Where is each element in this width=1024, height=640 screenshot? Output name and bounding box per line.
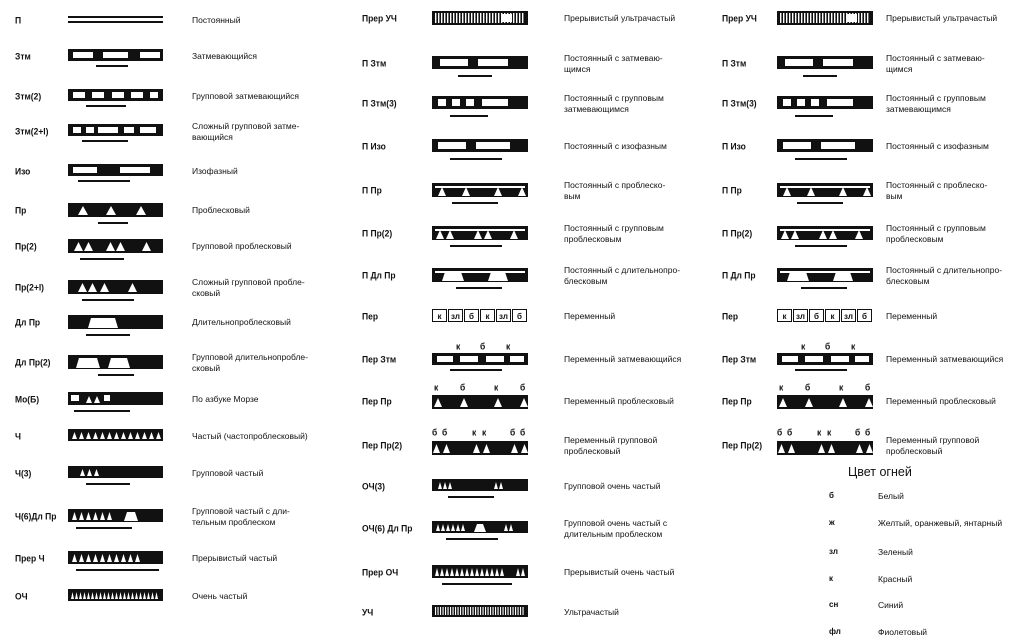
light-description: Прерывистый частый: [192, 553, 278, 563]
light-description: Постоянный: [192, 15, 241, 25]
light-description: Переменный затмевающийся: [886, 354, 1004, 364]
light-color-letter: к: [434, 381, 439, 393]
light-description: Постоянный с затмеваю- щимся: [886, 53, 985, 74]
light-pattern-symbol: [432, 479, 528, 501]
light-pattern-symbol: [68, 280, 163, 302]
light-pattern-symbol: [68, 239, 163, 261]
light-description: Переменный групповой проблесковый: [886, 435, 980, 456]
light-description: Сложный групповой пробле- сковый: [192, 277, 305, 298]
light-description: Постоянный с групповым проблесковым: [886, 223, 986, 244]
light-code: П Зтм(3): [722, 97, 757, 109]
light-pattern-symbol: [432, 565, 528, 587]
light-description: Очень частый: [192, 591, 248, 601]
light-description: Переменный: [564, 311, 616, 321]
light-pattern-symbol: [68, 13, 163, 35]
light-color-cell: зл: [448, 309, 463, 322]
light-description: Длительнопроблесковый: [192, 317, 291, 327]
light-code: П Изо: [362, 140, 386, 152]
light-color-letter: к: [779, 381, 784, 393]
light-color-letter: к: [456, 340, 461, 352]
light-pattern-symbol: [432, 226, 528, 248]
light-code: Ч: [15, 430, 21, 442]
light-code: П Дл Пр: [722, 269, 756, 281]
light-code: Дл Пр(2): [15, 356, 51, 368]
light-code: П Дл Пр: [362, 269, 396, 281]
light-code: Зтм(2+l): [15, 125, 49, 137]
light-description: Постоянный с проблеско- вым: [886, 180, 988, 201]
light-description: Затмевающийся: [192, 51, 258, 61]
light-code: Мо(Б): [15, 393, 40, 405]
light-color-cell: б: [809, 309, 824, 322]
light-pattern-symbol: [432, 183, 528, 205]
light-color-cell: к: [825, 309, 840, 322]
light-code: П Пр(2): [722, 227, 753, 239]
light-description: Постоянный с проблеско- вым: [564, 180, 666, 201]
light-description: Частый (частопроблесковый): [192, 431, 308, 441]
light-color-letter: б: [460, 381, 466, 393]
light-pattern-symbol: [68, 164, 163, 186]
light-code: П Пр(2): [362, 227, 393, 239]
light-code: ОЧ(6) Дл Пр: [362, 522, 413, 534]
light-color-letter: к: [472, 426, 477, 438]
light-color-letter: к: [494, 381, 499, 393]
light-description: Изофазный: [192, 166, 238, 176]
light-description: Переменный групповой проблесковый: [564, 435, 658, 456]
light-color-letter: к: [827, 426, 832, 438]
light-color-letter: б: [520, 426, 526, 438]
light-pattern-symbol: [432, 139, 528, 161]
color-name: Красный: [878, 574, 913, 584]
light-code: П Пр: [722, 184, 742, 196]
light-description: Прерывистый ультрачастый: [886, 13, 998, 23]
light-code: Пр(2+l): [15, 281, 45, 293]
light-pattern-symbol: [432, 441, 528, 457]
light-description: Постоянный с групповым проблесковым: [564, 223, 664, 244]
light-code: Пер: [362, 310, 379, 322]
light-code: Прер ОЧ: [362, 566, 399, 578]
light-color-letter: б: [510, 426, 516, 438]
light-description: Групповой частый с дли- тельным проблеском: [192, 506, 290, 527]
light-color-cell: зл: [793, 309, 808, 322]
color-name: Зеленый: [878, 547, 913, 557]
color-code: фл: [829, 627, 841, 636]
light-color-letter: б: [777, 426, 783, 438]
light-description: Групповой проблесковый: [192, 241, 292, 251]
light-description: Сложный групповой затме- вающийся: [192, 121, 300, 142]
light-code: П Зтм: [722, 57, 747, 69]
light-pattern-symbol: [777, 441, 873, 457]
light-pattern-symbol: [432, 395, 528, 411]
light-description: Ультрачастый: [564, 607, 619, 617]
light-description: Постоянный с длительнопро- блесковым: [564, 265, 681, 286]
light-code: Прер УЧ: [362, 12, 397, 24]
light-code: Прер Ч: [15, 552, 45, 564]
light-pattern-symbol: [777, 183, 873, 205]
light-pattern-symbol: [777, 268, 873, 290]
light-color-letter: б: [825, 340, 831, 352]
light-description: Групповой очень частый с длительным проблеском: [564, 518, 668, 539]
light-pattern-symbol: [68, 392, 163, 414]
light-description: Переменный: [886, 311, 938, 321]
light-pattern-symbol: [68, 355, 163, 377]
light-code: Пер Зтм: [722, 353, 757, 365]
light-pattern-symbol: [777, 96, 873, 118]
light-code: ОЧ: [15, 590, 28, 602]
light-description: Постоянный с затмеваю- щимся: [564, 53, 663, 74]
light-description: Постоянный с изофазным: [886, 141, 989, 151]
light-color-letter: б: [442, 426, 448, 438]
light-color-letter: б: [520, 381, 526, 393]
light-code: П Изо: [722, 140, 746, 152]
color-name: Белый: [878, 491, 904, 501]
light-code: Ч(6)Дл Пр: [15, 510, 57, 522]
color-name: Желтый, оранжевый, янтарный: [878, 518, 1003, 528]
light-pattern-symbol: [68, 589, 163, 611]
light-code: Дл Пр: [15, 316, 41, 328]
light-color-letter: к: [839, 381, 844, 393]
light-code: Пер Пр(2): [722, 439, 763, 451]
light-pattern-symbol: [68, 315, 163, 337]
light-pattern-symbol: [432, 521, 528, 543]
light-code: Изо: [15, 165, 31, 177]
light-pattern-symbol: [68, 49, 163, 71]
color-name: Синий: [878, 600, 904, 610]
light-description: Групповой затмевающийся: [192, 91, 299, 101]
light-pattern-symbol: [777, 11, 873, 33]
light-description: Постоянный с длительнопро- блесковым: [886, 265, 1003, 286]
light-color-letter: б: [865, 381, 871, 393]
light-code: Зтм: [15, 50, 31, 62]
light-description: Переменный проблесковый: [886, 396, 996, 406]
light-code: Пр(2): [15, 240, 37, 252]
light-pattern-symbol: [68, 429, 163, 451]
light-color-cell: к: [432, 309, 447, 322]
light-code: ОЧ(3): [362, 480, 385, 492]
light-pattern-symbol: [432, 56, 528, 78]
light-color-letter: б: [480, 340, 486, 352]
light-code: Пр: [15, 204, 27, 216]
light-pattern-symbol: [777, 226, 873, 248]
light-description: Переменный затмевающийся: [564, 354, 682, 364]
light-color-letter: б: [787, 426, 793, 438]
light-code: Зтм(2): [15, 90, 42, 102]
light-code: УЧ: [362, 606, 374, 618]
light-code: П Зтм(3): [362, 97, 397, 109]
light-color-letter: к: [851, 340, 856, 352]
light-description: Групповой очень частый: [564, 481, 661, 491]
light-pattern-symbol: [777, 395, 873, 411]
light-pattern-symbol: [68, 551, 163, 573]
light-pattern-symbol: [777, 139, 873, 161]
light-pattern-symbol: [777, 353, 873, 373]
light-color-letter: к: [801, 340, 806, 352]
light-pattern-symbol: [432, 353, 528, 373]
light-code: Ч(3): [15, 467, 32, 479]
light-color-cell: б: [464, 309, 479, 322]
light-code: П: [15, 14, 22, 26]
light-description: Постоянный с групповым затмевающимся: [886, 93, 986, 114]
color-name: Фиолетовый: [878, 627, 928, 637]
light-code: Пер: [722, 310, 739, 322]
light-color-cell: зл: [841, 309, 856, 322]
color-code: к: [829, 574, 834, 583]
color-code: сн: [829, 600, 839, 609]
light-description: Постоянный с изофазным: [564, 141, 667, 151]
color-code: зл: [829, 547, 838, 556]
light-pattern-symbol: [432, 605, 528, 627]
light-pattern-symbol: [432, 96, 528, 118]
light-color-letter: к: [506, 340, 511, 352]
light-pattern-symbol: [68, 124, 163, 146]
light-color-letter: б: [432, 426, 438, 438]
light-description: Прерывистый очень частый: [564, 567, 675, 577]
light-code: Пер Пр(2): [362, 439, 403, 451]
light-color-letter: к: [817, 426, 822, 438]
light-pattern-symbol: [432, 268, 528, 290]
light-pattern-symbol: [68, 89, 163, 111]
light-description: Прерывистый ультрачастый: [564, 13, 676, 23]
light-description: Групповой частый: [192, 468, 264, 478]
light-color-letter: б: [805, 381, 811, 393]
light-description: Групповой длительнопробле- сковый: [192, 352, 308, 373]
light-code: Пер Пр: [722, 395, 752, 407]
light-color-letter: к: [482, 426, 487, 438]
light-description: По азбуке Морзе: [192, 394, 259, 404]
light-color-cell: зл: [496, 309, 511, 322]
light-pattern-symbol: [68, 466, 163, 488]
light-code: Пер Пр: [362, 395, 392, 407]
light-color-cell: к: [777, 309, 792, 322]
light-color-letter: б: [855, 426, 861, 438]
light-pattern-symbol: [432, 11, 528, 33]
light-pattern-symbol: [68, 509, 163, 531]
light-description: Проблесковый: [192, 205, 250, 215]
light-pattern-symbol: [68, 203, 163, 225]
light-pattern-symbol: [777, 56, 873, 78]
light-description: Постоянный с групповым затмевающимся: [564, 93, 664, 114]
light-color-cell: б: [512, 309, 527, 322]
color-code: б: [829, 491, 834, 500]
light-description: Переменный проблесковый: [564, 396, 674, 406]
light-code: П Зтм: [362, 57, 387, 69]
light-color-cell: б: [857, 309, 872, 322]
color-code: ж: [829, 518, 835, 527]
light-color-letter: б: [865, 426, 871, 438]
light-color-cell: к: [480, 309, 495, 322]
light-code: Пер Зтм: [362, 353, 397, 365]
light-code: П Пр: [362, 184, 382, 196]
colors-legend-title: Цвет огней: [848, 465, 912, 479]
light-code: Прер УЧ: [722, 12, 757, 24]
